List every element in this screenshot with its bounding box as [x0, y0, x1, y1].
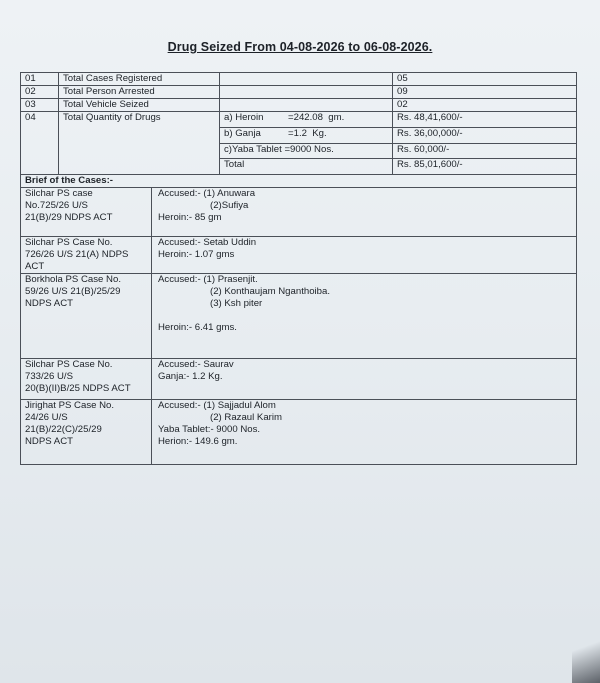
case-reference [21, 359, 152, 400]
case-detail-line: Accused:- (1) Sajjadul Alom [158, 400, 276, 411]
drug-amount: Rs. 36,00,000/- [393, 127, 577, 143]
case-detail-line: (2) Razaul Karim [210, 412, 282, 423]
case-detail-line: (2) Konthaujam Nganthoiba. [210, 286, 330, 297]
case-detail-line: Accused:- Saurav [158, 359, 234, 370]
case-row [21, 359, 577, 400]
case-detail-line: Heroin:- 1.07 gms [158, 249, 235, 260]
case-reference [21, 274, 152, 359]
drug-item [220, 127, 393, 143]
summary-row [21, 86, 577, 99]
case-reference-line: 20(B)(II)B/25 NDPS ACT [25, 383, 131, 394]
summary-row [21, 99, 577, 112]
case-detail-line: Heroin:- 6.41 gms. [158, 322, 237, 333]
row-number: 02 [21, 86, 59, 99]
case-reference-line: 726/26 U/S 21(A) NDPS [25, 249, 129, 260]
case-reference [21, 237, 152, 274]
row-value: 02 [393, 99, 577, 112]
case-reference [21, 400, 152, 465]
case-details [152, 274, 577, 359]
case-reference-line: No.725/26 U/S [25, 200, 88, 211]
case-details [152, 359, 577, 400]
cases-table [20, 187, 577, 465]
case-details [152, 237, 577, 274]
case-details [152, 400, 577, 465]
summary-row [21, 73, 577, 86]
brief-heading-row [21, 175, 577, 188]
case-row [21, 188, 577, 237]
page-shadow [572, 623, 600, 683]
report-table [20, 72, 576, 465]
case-row [21, 274, 577, 359]
case-reference-line: 24/26 U/S [25, 412, 68, 423]
drug-name: b) Ganja [224, 127, 261, 139]
case-reference [21, 188, 152, 237]
case-detail-line: (3) Ksh piter [210, 298, 263, 309]
case-detail-line: Herion:- 149.6 gm. [158, 436, 238, 447]
row-label: Total Person Arrested [59, 86, 220, 99]
drug-row [21, 112, 577, 128]
case-detail-line [158, 310, 572, 322]
case-detail-line: Ganja:- 1.2 Kg. [158, 371, 223, 382]
summary-table [20, 72, 577, 188]
case-reference-line: ACT [25, 261, 45, 272]
total-amount: Rs. 85,01,600/- [393, 159, 577, 175]
case-detail-line: Heroin:- 85 gm [158, 212, 222, 223]
case-reference-line: 59/26 U/S 21(B)/25/29 [25, 286, 121, 297]
case-detail-line [158, 334, 572, 346]
row-number: 04 [21, 112, 59, 175]
case-detail-line: Yaba Tablet:- 9000 Nos. [158, 424, 261, 435]
case-reference-line: Silchar PS case [25, 188, 93, 199]
row-number: 01 [21, 73, 59, 86]
row-label: Total Vehicle Seized [59, 99, 220, 112]
drug-quantity: =1.2 Kg. [288, 127, 327, 139]
case-row [21, 237, 577, 274]
page-title: Drug Seized From 04-08-2026 to 06-08-2026. [167, 40, 433, 54]
drug-amount: Rs. 60,000/- [393, 143, 577, 159]
drug-name: a) Heroin [224, 112, 264, 123]
case-reference-line: 21(B)/22(C)/25/29 [25, 424, 102, 435]
drug-amount: Rs. 48,41,600/- [393, 112, 577, 128]
case-detail-line: (2)Sufiya [210, 200, 249, 211]
drug-quantity: =242.08 gm. [288, 112, 345, 123]
drug-item [220, 143, 393, 159]
case-reference-line: Borkhola PS Case No. [25, 274, 121, 285]
case-reference-line: Jirighat PS Case No. [25, 400, 115, 411]
case-detail-line: Accused:- (1) Anuwara [158, 188, 256, 199]
case-reference-line: NDPS ACT [25, 298, 73, 309]
case-detail-line: Accused:- Setab Uddin [158, 237, 257, 248]
case-details [152, 188, 577, 237]
row-label: Total Cases Registered [59, 73, 220, 86]
case-reference-line: 733/26 U/S [25, 371, 74, 382]
total-label: Total [220, 159, 393, 175]
brief-heading: Brief of the Cases:- [21, 175, 577, 188]
row-number: 03 [21, 99, 59, 112]
drug-item [220, 112, 393, 128]
case-reference-line: Silchar PS Case No. [25, 359, 113, 370]
case-detail-line: Accused:- (1) Prasenjit. [158, 274, 258, 285]
case-reference-line: Silchar PS Case No. [25, 237, 113, 248]
drug-name: c)Yaba Tablet =9000 Nos. [224, 143, 334, 155]
case-reference-line: 21(B)/29 NDPS ACT [25, 212, 113, 223]
case-row [21, 400, 577, 465]
case-reference-line: NDPS ACT [25, 436, 73, 447]
row-label: Total Quantity of Drugs [59, 112, 220, 175]
row-value: 05 [393, 73, 577, 86]
row-value: 09 [393, 86, 577, 99]
